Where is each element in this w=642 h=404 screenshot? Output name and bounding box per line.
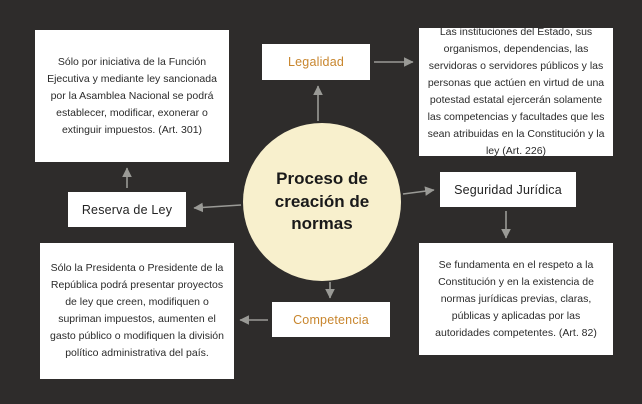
description-competencia-text: Sólo la Presidenta o Presidente de la República podrá presentar proyectos de ley que creen, modifiquen o supriman impuestos, aumenten el gasto público o modifiquen la división político administrativa del país. [50, 262, 224, 359]
description-legalidad [419, 28, 613, 156]
description-legalidad-text: Las instituciones del Estado, sus organismos, dependencias, las servidoras o servidores públicos y las personas que actúen en virtud de una potestad estatal ejercerán solamente las competencias y facultades que les sean atribuidas en la Constitución y la ley (Art. 226) [427, 26, 605, 157]
description-reserva-de-ley [35, 30, 229, 162]
center-node-proceso [243, 123, 401, 281]
node-legalidad[interactable] [262, 44, 370, 80]
node-reserva-de-ley[interactable] [68, 192, 186, 227]
description-reserva-de-ley-text: Sólo por iniciativa de la Función Ejecutiva y mediante ley sancionada por la Asamblea Nacional se podrá establecer, modificar, exonerar o extinguir impuestos. (Art. 301) [47, 55, 217, 136]
description-competencia [40, 243, 234, 379]
node-seguridad-juridica-label: Seguridad Jurídica [454, 182, 562, 197]
node-competencia[interactable] [272, 302, 390, 337]
node-legalidad-label: Legalidad [287, 55, 345, 69]
description-seguridad-juridica-text: Se fundamenta en el respeto a la Constitución y en la existencia de normas jurídicas previas, claras, públicas y aplicadas por las autoridades competentes. (Art. 82) [435, 258, 597, 339]
description-seguridad-juridica [419, 243, 613, 355]
node-reserva-de-ley-label: Reserva de Ley [81, 202, 173, 217]
node-seguridad-juridica[interactable] [440, 172, 576, 207]
center-node-title: Proceso de creación de normas [274, 169, 370, 234]
node-competencia-label: Competencia [293, 312, 369, 327]
